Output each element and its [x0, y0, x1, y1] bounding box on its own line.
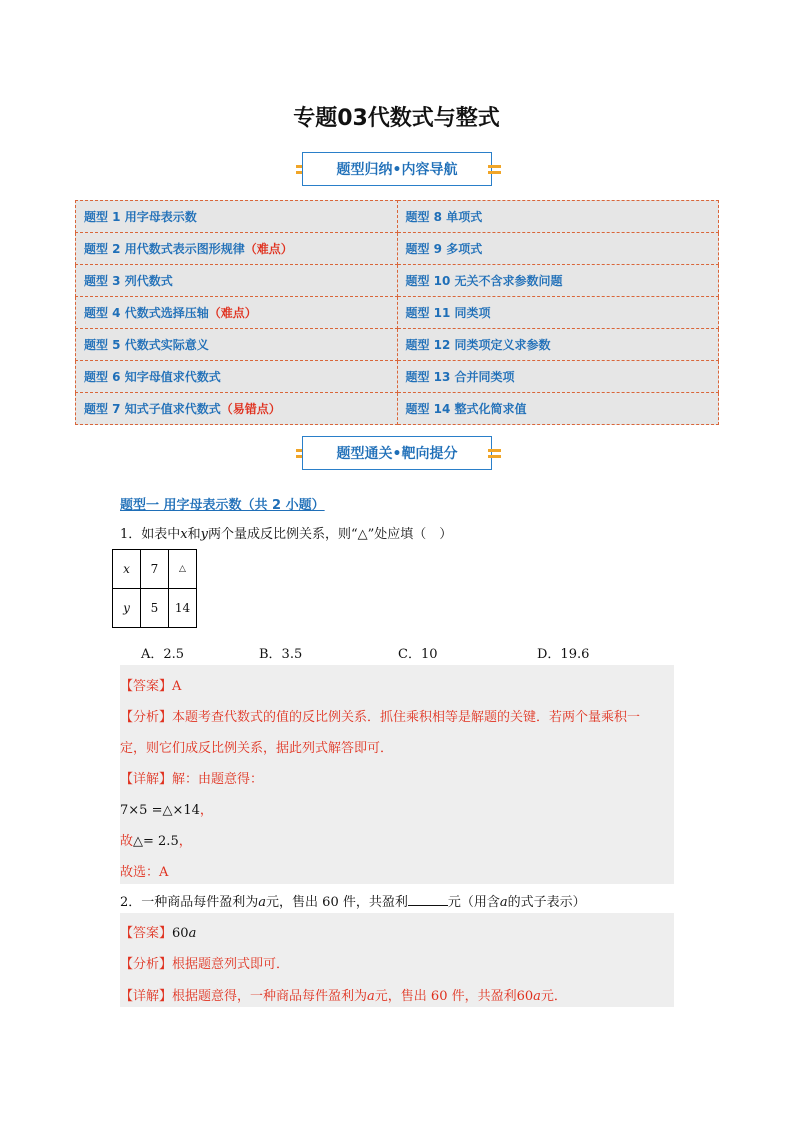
table-cell: 14: [169, 589, 197, 628]
option-d[interactable]: D．19.6: [537, 647, 590, 662]
nav-item[interactable]: 题型 11 同类项: [397, 297, 719, 329]
topic-nav-table: [75, 200, 719, 425]
table-cell: y: [113, 589, 141, 628]
q1-analysis-line2: 定，则它们成反比例关系，据此列式解答即可．: [120, 741, 394, 756]
q1-choice: 故选：A: [120, 865, 169, 880]
question-1-stem: 1．如表中x和y两个量成反比例关系，则“△”处应填（ ）: [120, 527, 453, 542]
nav-item[interactable]: 题型 2 用代数式表示图形规律（难点）: [76, 233, 398, 265]
q1-equation-2: 故△= 2.5，: [120, 834, 192, 849]
nav-banner: [302, 152, 492, 186]
q1-answer: 【答案】A: [120, 679, 182, 694]
nav-item[interactable]: 题型 14 整式化简求值: [397, 393, 719, 425]
nav-row: [76, 265, 719, 297]
nav-item[interactable]: 题型 7 知式子值求代数式（易错点）: [76, 393, 398, 425]
q1-analysis-line1: 【分析】本题考查代数式的值的反比例关系．抓住乘积相等是解题的关键．若两个量乘积一: [120, 710, 641, 725]
question-1-table: [112, 549, 197, 628]
section-heading: 题型一 用字母表示数（共 2 小题）: [120, 498, 325, 513]
banner-right-deco: [488, 162, 501, 176]
page-title: 专题03代数式与整式: [293, 106, 500, 131]
table-cell: x: [113, 550, 141, 589]
table-cell: 5: [141, 589, 169, 628]
nav-item[interactable]: 题型 5 代数式实际意义: [76, 329, 398, 361]
practice-banner-label: 题型通关•靶向提分: [336, 446, 458, 462]
q1-equation-1: 7×5 =△×14，: [120, 803, 213, 818]
answer-blank[interactable]: [408, 893, 448, 906]
q2-analysis: 【分析】根据题意列式即可．: [120, 957, 290, 972]
banner-right-deco: [488, 446, 501, 460]
nav-item[interactable]: 题型 1 用字母表示数: [76, 201, 398, 233]
nav-row: [76, 233, 719, 265]
nav-row: [76, 393, 719, 425]
option-c[interactable]: C．10: [398, 647, 438, 662]
nav-row: [76, 329, 719, 361]
table-cell: 7: [141, 550, 169, 589]
nav-item[interactable]: 题型 9 多项式: [397, 233, 719, 265]
nav-item[interactable]: 题型 4 代数式选择压轴（难点）: [76, 297, 398, 329]
table-cell: △: [169, 550, 197, 589]
q2-answer: 【答案】60a: [120, 926, 197, 941]
q2-detail: 【详解】根据题意得，一种商品每件盈利为a元，售出 60 件，共盈利60a元．: [120, 989, 567, 1004]
nav-item[interactable]: 题型 6 知字母值求代数式: [76, 361, 398, 393]
nav-banner-label: 题型归纳•内容导航: [336, 162, 458, 178]
nav-item[interactable]: 题型 12 同类项定义求参数: [397, 329, 719, 361]
option-b[interactable]: B．3.5: [259, 647, 303, 662]
nav-row: [76, 361, 719, 393]
nav-item[interactable]: 题型 10 无关不含求参数问题: [397, 265, 719, 297]
nav-row: [76, 201, 719, 233]
nav-item[interactable]: 题型 3 列代数式: [76, 265, 398, 297]
nav-item[interactable]: 题型 8 单项式: [397, 201, 719, 233]
nav-item[interactable]: 题型 13 合并同类项: [397, 361, 719, 393]
nav-row: [76, 297, 719, 329]
question-2-stem: 2．一种商品每件盈利为a元，售出 60 件，共盈利 元（用含a的式子表示）: [120, 895, 586, 910]
q1-detail: 【详解】解：由题意得：: [120, 772, 264, 787]
option-a[interactable]: A．2.5: [141, 647, 185, 662]
practice-banner: [302, 436, 492, 470]
